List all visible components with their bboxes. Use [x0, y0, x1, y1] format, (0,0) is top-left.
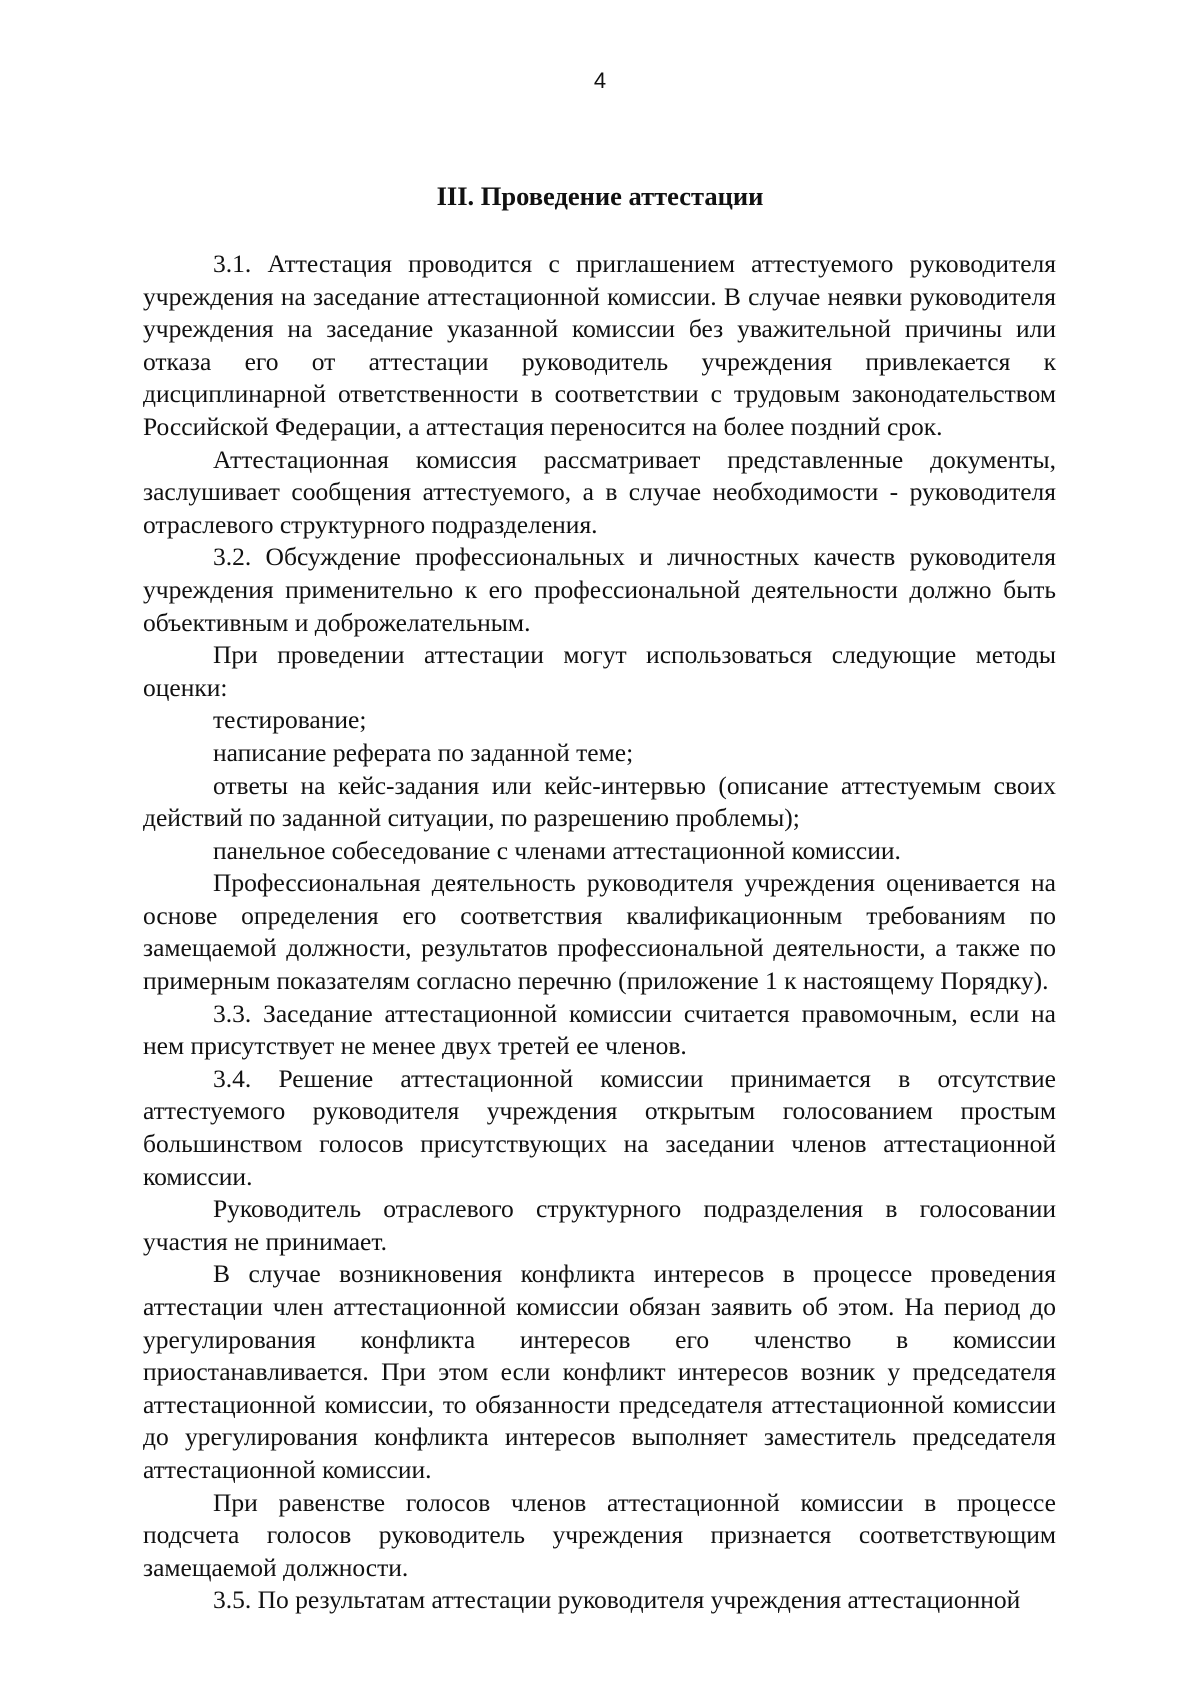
paragraph-methods-intro: При проведении аттестации могут использоваться следующие методы оценки:	[143, 640, 1056, 702]
paragraph-equal-votes: При равенстве голосов членов аттестационной комиссии в процессе подсчета голосов руководитель учреждения признается соответствующим замещаемой должности.	[143, 1487, 1056, 1582]
method-item-case: ответы на кейс-задания или кейс-интервью (описание аттестуемым своих действий по заданной ситуации, по разрешению проблемы);	[143, 770, 1056, 833]
paragraph-3-2: 3.2. Обсуждение профессиональных и личностных качеств руководителя учреждения применительно к его профессиональной деятельности должно быть объективным и доброжелательным.	[143, 542, 1056, 637]
method-item-testing: тестирование;	[213, 705, 367, 735]
document-body	[143, 248, 1056, 1617]
paragraph-3-3: 3.3. Заседание аттестационной комиссии считается правомочным, если на нем присутствует не менее двух третей ее членов.	[143, 998, 1056, 1061]
paragraph-conflict-of-interest: В случае возникновения конфликта интересов в процессе проведения аттестации член аттестационной комиссии обязан заявить об этом. На период до урегулирования конфликта интересов его членство в комиссии приостанавливается. При этом если конфликт интересов возник у председателя аттестационной комиссии, то обязанности председателя аттестационной комиссии до урегулирования конфликта интересов выполняет заместитель председателя аттестационной комиссии.	[143, 1259, 1056, 1484]
paragraph-head-no-vote: Руководитель отраслевого структурного подразделения в голосовании участия не принимает.	[143, 1194, 1056, 1256]
paragraph-evaluation-basis: Профессиональная деятельность руководителя учреждения оценивается на основе определения его соответствия квалификационным требованиям по замещаемой должности, результатов профессиональной деятельности, а также по примерным показателям согласно перечню (приложение 1 к настоящему Порядку).	[143, 868, 1056, 996]
page-number: 4	[593, 68, 607, 93]
paragraph-3-1: 3.1. Аттестация проводится с приглашением аттестуемого руководителя учреждения на заседание аттестационной комиссии. В случае неявки руководителя учреждения на заседание указанной комиссии без уважительной причины или отказа его от аттестации руководитель учреждения привлекается к дисциплинарной ответственности в соответствии с трудовым законодательством Российской Федерации, а аттестация переносится на более поздний срок.	[143, 249, 1056, 441]
paragraph-3-4: 3.4. Решение аттестационной комиссии принимается в отсутствие аттестуемого руководителя учреждения открытым голосованием простым большинством голосов присутствующих на заседании членов аттестационной комиссии.	[143, 1063, 1056, 1191]
method-item-panel: панельное собеседование с членами аттестационной комиссии.	[213, 835, 901, 865]
paragraph-3-5: 3.5. По результатам аттестации руководителя учреждения аттестационной	[213, 1585, 1021, 1615]
section-title: III. Проведение аттестации	[436, 181, 764, 211]
paragraph-commission-review: Аттестационная комиссия рассматривает представленные документы, заслушивает сообщения аттестуемого, а в случае необходимости - руководителя отраслевого структурного подразделения.	[143, 444, 1056, 539]
method-item-essay: написание реферата по заданной теме;	[213, 737, 634, 767]
